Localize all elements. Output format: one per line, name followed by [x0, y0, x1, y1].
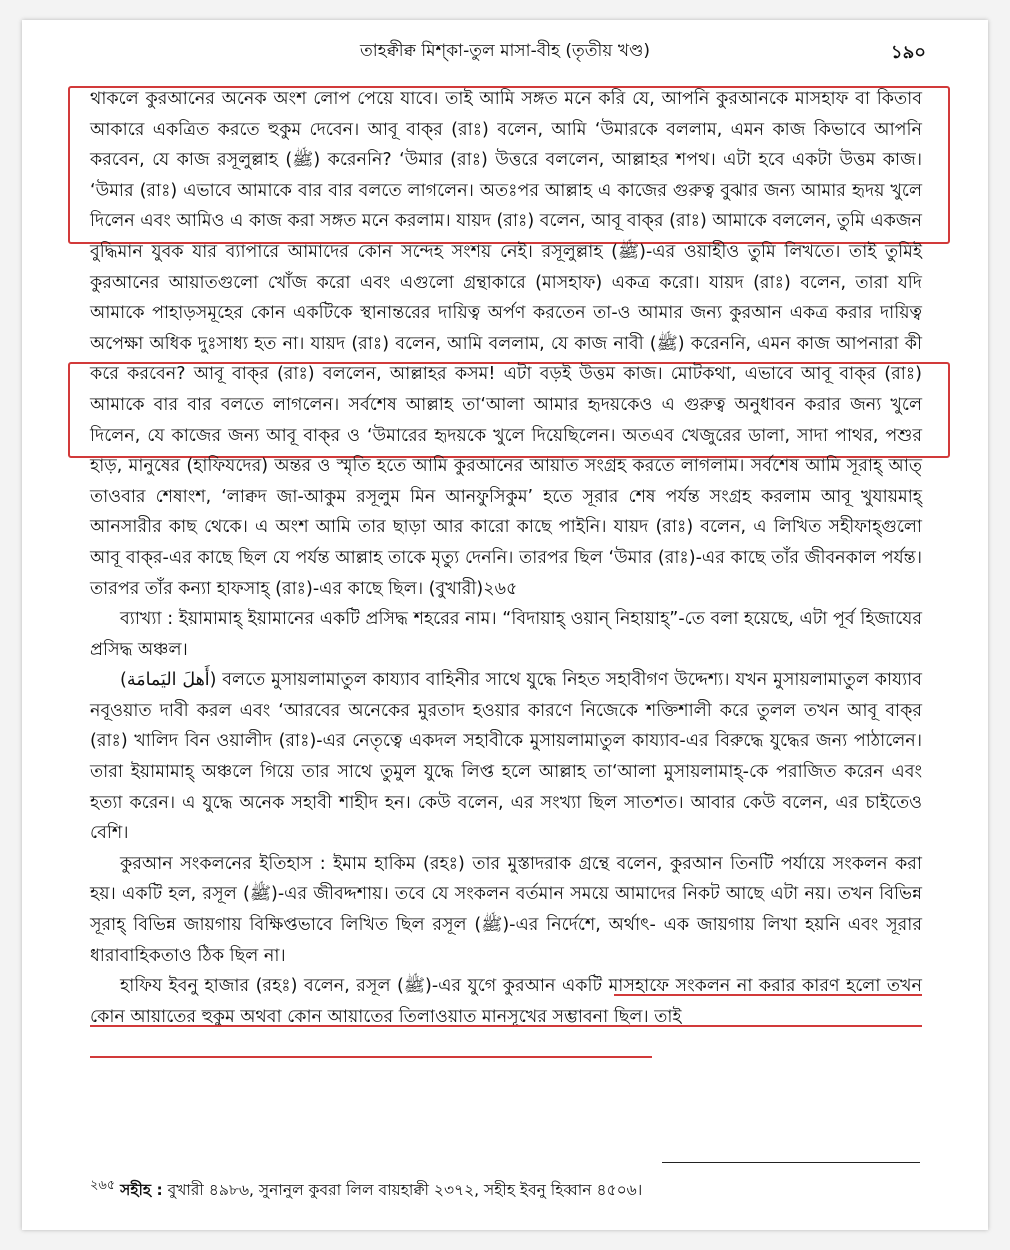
- hadith-paragraph: থাকলে কুরআনের অনেক অংশ লোপ পেয়ে যাবে। তাই আমি সঙ্গত মনে করি যে, আপনি কুরআনকে মাসহাফ বা কিতাব আকারে একত্রিত করতে হুকুম দেবেন। আবূ বাক্‌র (রাঃ) বলেন, আমি ‘উমারকে বললাম, এমন কাজ কিভাবে আপনি করবেন, যে কাজ রসূলুল্লাহ (ﷺ) করেননি? ‘উমার (রাঃ) উত্তরে বললেন, আল্লাহর শপথ। এটা হবে একটা উত্তম কাজ। ‘উমার (রাঃ) এভাবে আমাকে বার বার বলতে লাগলেন। অতঃপর আল্লাহ এ কাজের গুরুত্ব বুঝার জন্য আমার হৃদয় খুলে দিলেন এবং আমিও এ কাজ করা সঙ্গত মনে করলাম। যায়দ (রাঃ) বলেন, আবূ বাক্‌র (রাঃ) আমাকে বললেন, তুমি একজন বুদ্ধিমান যুবক যার ব্যাপারে আমাদের কোন সন্দেহ সংশয় নেই। রসূলুল্লাহ (ﷺ)-এর ওয়াহীও তুমি লিখতে। তাই তুমিই কুরআনের আয়াতগুলো খোঁজ করো এবং এগুলো গ্রন্থাকারে (মাসহাফ) একত্র করো। যায়দ (রাঃ) বলেন, তারা যদি আমাকে পাহাড়সমূহের কোন একটিকে স্থানান্তরের দায়িত্ব অর্পণ করতেন তা-ও আমার জন্য কুরআন একত্র করার দায়িত্ব অপেক্ষা অধিক দুঃসাধ্য হত না। যায়দ (রাঃ) বলেন, আমি বললাম, যে কাজ নাবী (ﷺ) করেননি, এমন কাজ আপনারা কী করে করবেন? আবূ বাক্‌র (রাঃ) বললেন, আল্লাহর কসম! এটা বড়ই উত্তম কাজ। মোটকথা, এভাবে আবূ বাক্‌র (রাঃ) আমাকে বার বার বলতে লাগলেন। সর্বশেষ আল্লাহ তা‘আলা আমার হৃদয়কেও এ গুরুত্ব অনুধাবন করার জন্য খুলে দিলেন, যে কাজের জন্য আবূ বাক্‌র ও ‘উমারের হৃদয়কে খুলে দিয়েছিলেন। অতএব খেজুরের ডালা, সাদা পাথর, পশুর হাড়, মানুষের (হাফিযদের) অন্তর ও স্মৃতি হতে আমি কুরআনের আয়াত সংগ্রহ করতে লাগলাম। সর্বশেষ আমি সূরাহ্ আত্ তাওবার শেষাংশ, ‘লাক্বদ জা-আকুম রসূলুম মিন আনফুসিকুম’ হতে সূরার শেষ পর্যন্ত সংগ্রহ করলাম আবূ খুযায়মাহ্ আনসারীর কাছ থেকে। এ অংশ আমি তার ছাড়া আর কারো কাছে পাইনি। যায়দ (রাঃ) বলেন, এ লিখিত সহীফাহ্গুলো আবূ বাক্‌র-এর কাছে ছিল যে পর্যন্ত আল্লাহ তাকে মৃত্যু দেননি। তারপর ছিল ‘উমার (রাঃ)-এর কাছে তাঁর জীবনকাল পর্যন্ত। তারপর তাঁর কন্যা হাফসাহ্ (রাঃ)-এর কাছে ছিল। (বুখারী)২৬৫: [90, 89, 922, 599]
- footnote: [90, 1176, 642, 1204]
- compilation-history-paragraph: কুরআন সংকলনের ইতিহাস : ইমাম হাকিম (রহঃ) তার মুস্তাদরাক গ্রন্থে বলেন, কুরআন তিনটি পর্যায়ে সংকলন করা হয়। একটি হল, রসূল (ﷺ)-এর জীবদ্দশায়। তবে যে সংকলন বর্তমান সময়ে আমাদের নিকট আছে এটা নয়। তখন বিভিন্ন সূরাহ্ বিভিন্ন জায়গায় বিক্ষিপ্তভাবে লিখিত ছিল রসূল (ﷺ)-এর নির্দেশে, অর্থাৎ- এক জায়গায় লিখা হয়নি এবং সূরার ধারাবাহিকতাও ঠিক ছিল না।: [90, 853, 923, 966]
- page-header: [22, 36, 988, 64]
- underline-mark-1: [614, 994, 922, 996]
- footnote-marker: ২৬৫: [90, 1178, 116, 1193]
- document-page: [22, 20, 988, 1230]
- ibn-hajar-paragraph: হাফিয ইবনু হাজার (রহঃ) বলেন, রসূল (ﷺ)-এর যুগে কুরআন একটি মাসহাফে সংকলন না করার কারণ হলো তখন কোন আয়াতের হুকুম অথবা কোন আয়াতের তিলাওয়াত মানসূখের সম্ভাবনা ছিল। তাই: [90, 976, 922, 1027]
- running-title: তাহক্বীক্ব মিশ্‌কা-তুল মাসা-বীহ (তৃতীয় খণ্ড): [359, 41, 651, 61]
- footnote-label: সহীহ :: [120, 1181, 163, 1200]
- underline-mark-2: [90, 1025, 922, 1027]
- underline-mark-3: [90, 1056, 652, 1058]
- footnote-text: বুখারী ৪৯৮৬, সুনানুল কুবরা লিল বায়হাক্বী ২৩৭২, সহীহ ইবনু হিব্বান ৪৫০৬।: [167, 1181, 643, 1200]
- main-text: [90, 84, 922, 1032]
- page-number: ১৯০: [890, 42, 926, 63]
- yamamah-paragraph: (أَهلَ اليَمامَة) বলতে মুসায়লামাতুল কায্যাব বাহিনীর সাথে যুদ্ধে নিহত সহাবীগণ উদ্দেশ্য। যখন মুসায়লামাতুল কায্যাব নবূওয়াত দাবী করল এবং ‘আরবের অনেকের মুরতাদ হওয়ার কারণে নিজেকে শক্তিশালী করে তুলল তখন আবূ বাক্‌র (রাঃ) খালিদ বিন ওয়ালীদ (রাঃ)-এর নেতৃত্বে একদল সহাবীকে মুসায়লামাতুল কায্যাব-এর বিরুদ্ধে যুদ্ধের জন্য পাঠালেন। তারা ইয়ামামাহ্ অঞ্চলে গিয়ে তার সাথে তুমুল যুদ্ধে লিপ্ত হলে আল্লাহ তা‘আলা মুসায়লামাহ্-কে পরাজিত করেন এবং হত্যা করেন। এ যুদ্ধে অনেক সহাবী শাহীদ হন। কেউ বলেন, এর সংখ্যা ছিল সাতশত। আবার কেউ বলেন, এর চাইতেও বেশি।: [90, 670, 922, 844]
- footnote-rule: [662, 1162, 920, 1163]
- explanation-paragraph: ব্যাখ্যা : ইয়ামামাহ্ ইয়ামানের একটি প্রসিদ্ধ শহরের নাম। “বিদায়াহ্ ওয়ান্ নিহায়াহ্”-তে বলা হয়েছে, এটা পূর্ব হিজাযের প্রসিদ্ধ অঞ্চল।: [90, 609, 922, 660]
